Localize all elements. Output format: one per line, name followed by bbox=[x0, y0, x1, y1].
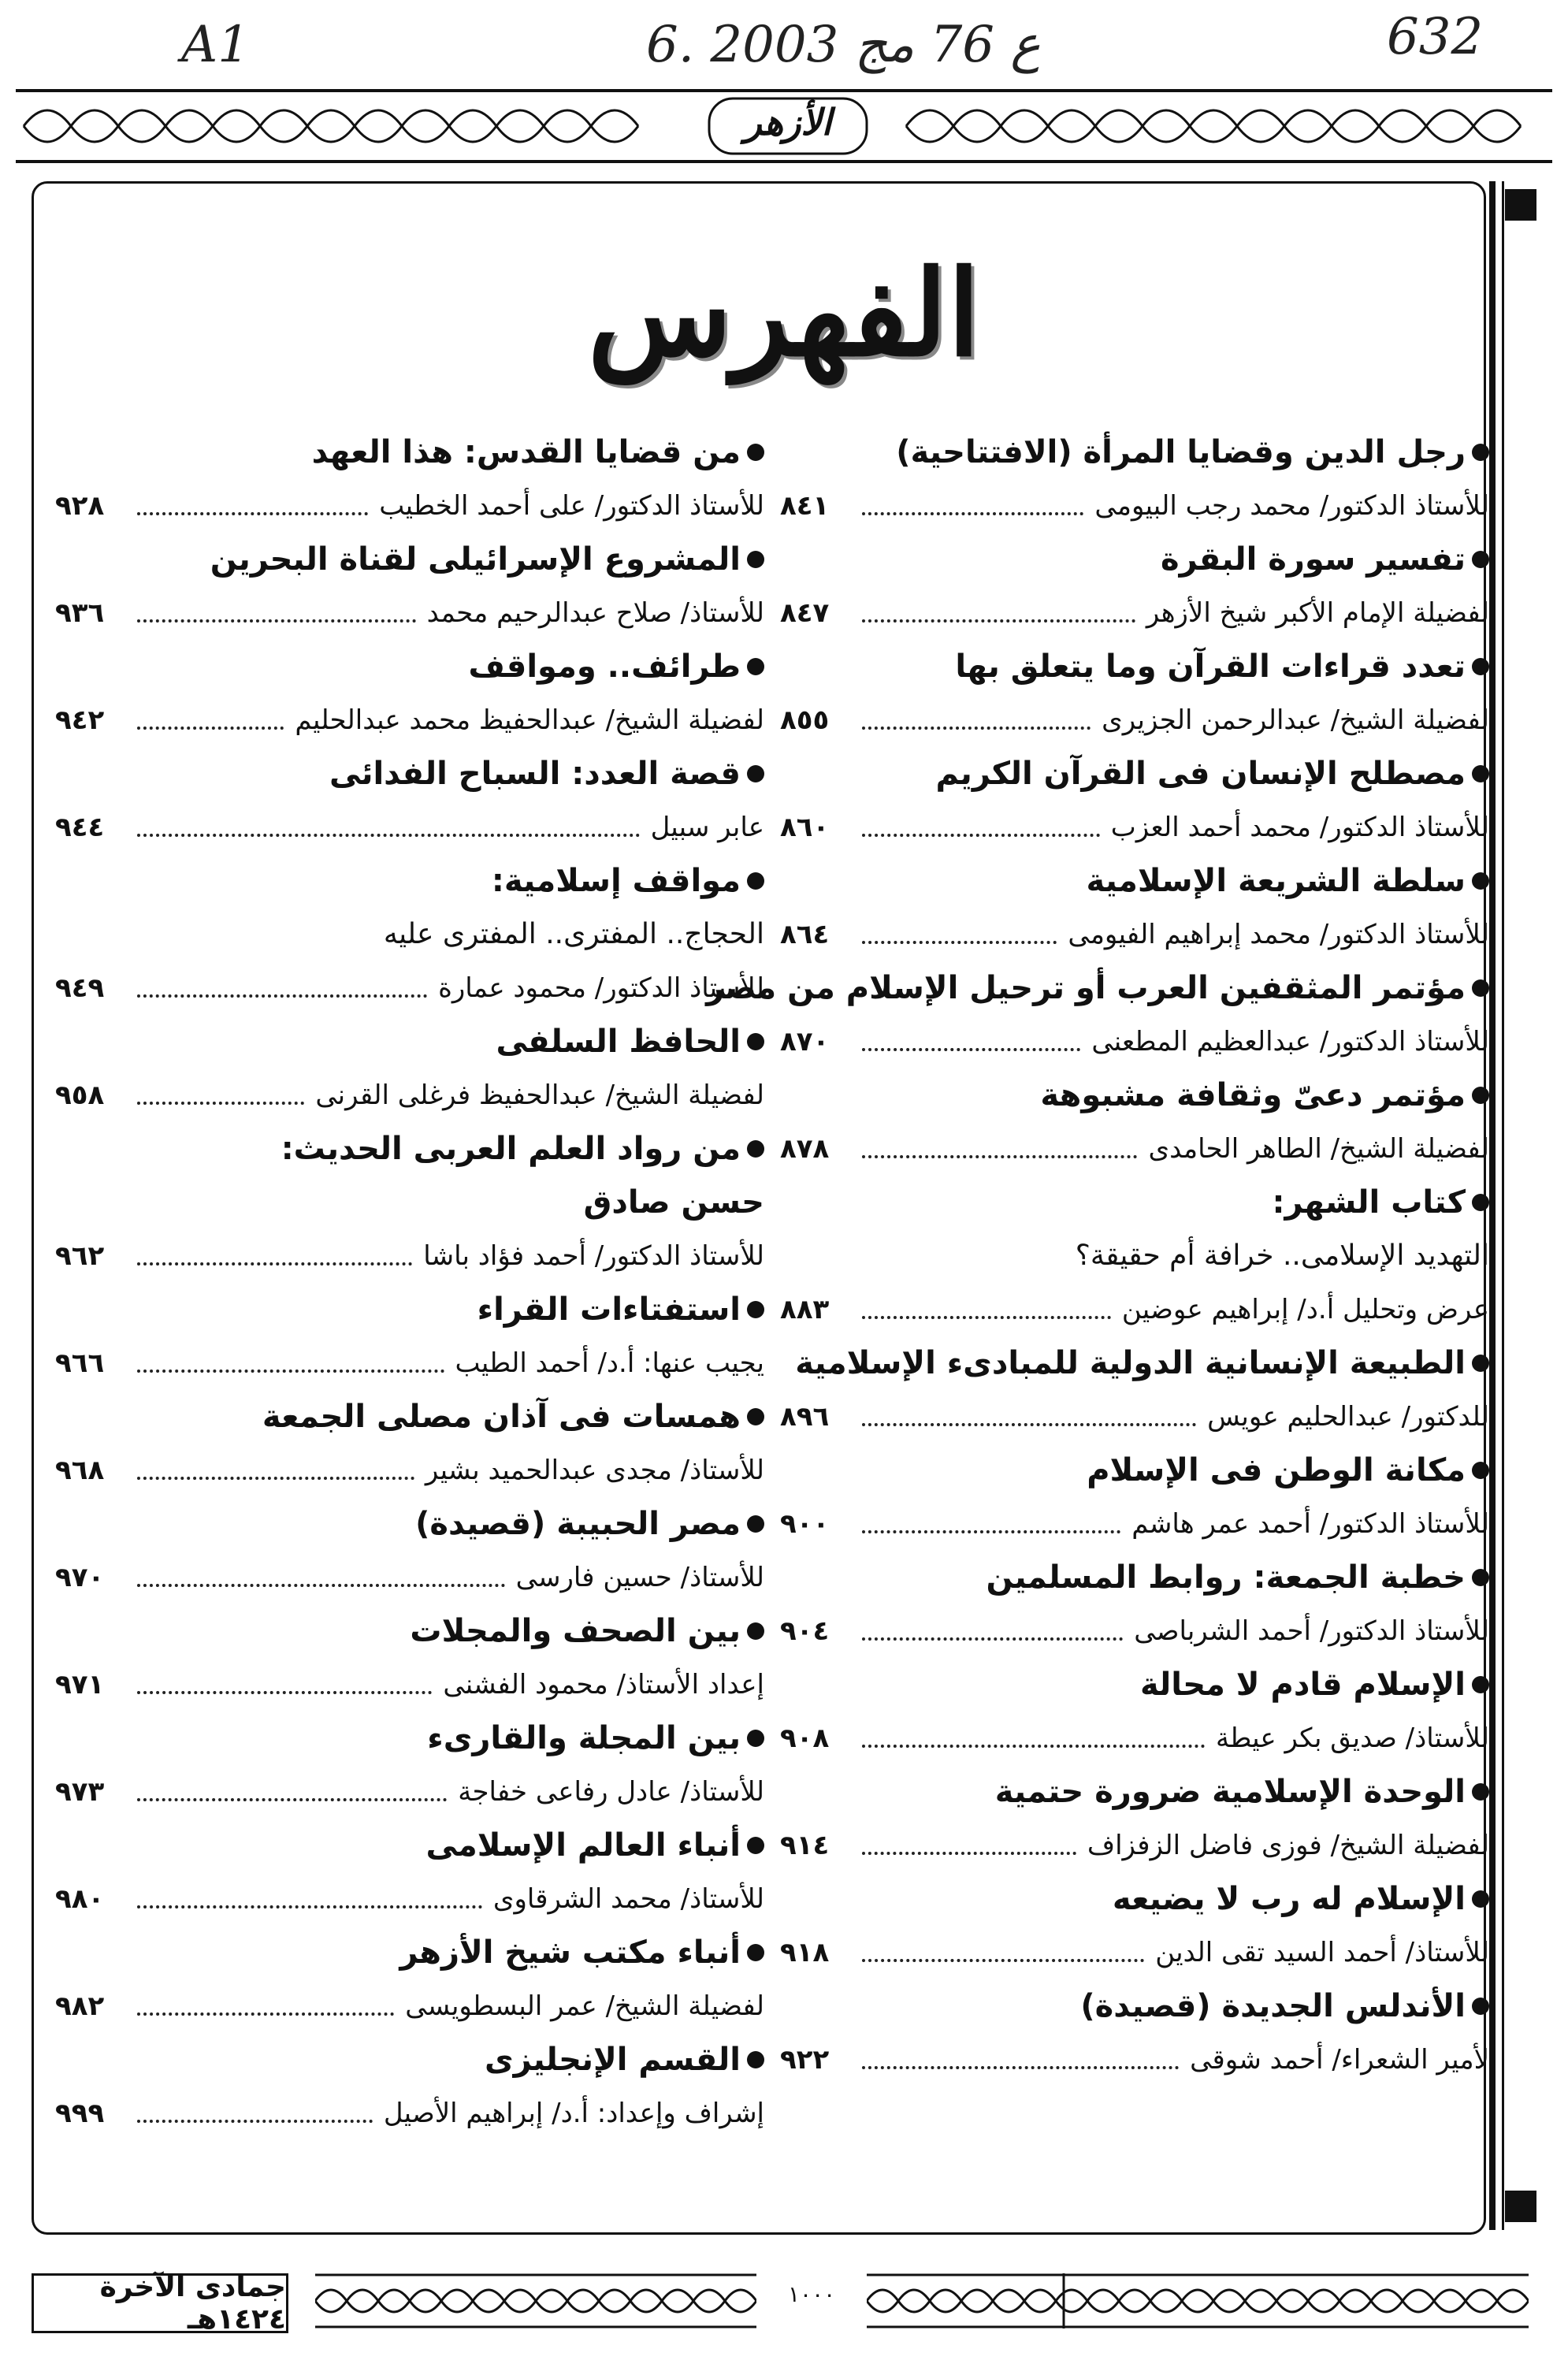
bullet-icon bbox=[747, 1408, 764, 1425]
toc-entry-page: ٩٢٨ bbox=[55, 490, 105, 522]
toc-entry bbox=[55, 747, 764, 854]
toc-entry-title-row bbox=[780, 1551, 1489, 1604]
bullet-icon bbox=[747, 658, 764, 675]
toc-entry-title: سلطة الشريعة الإسلامية bbox=[1086, 863, 1466, 899]
bullet-icon bbox=[1472, 1462, 1489, 1479]
bullet-icon bbox=[1472, 444, 1489, 461]
toc-entry-page: ٨٧٠ bbox=[780, 1026, 830, 1057]
toc-entry-title-row bbox=[780, 1176, 1489, 1229]
toc-entry-title-row bbox=[706, 961, 1489, 1015]
dot-leader bbox=[137, 1997, 394, 2016]
toc-entry-author-row bbox=[55, 1979, 764, 2033]
bullet-icon bbox=[747, 2051, 764, 2068]
handwritten-note-right: 632 bbox=[1387, 8, 1484, 66]
toc-entry-author-row bbox=[55, 1551, 764, 1604]
toc-entry bbox=[55, 640, 764, 747]
toc-entry bbox=[55, 1122, 764, 1283]
toc-entry-title: المشروع الإسرائيلى لقناة البحرين bbox=[210, 541, 741, 578]
toc-entry-page: ٩٩٩ bbox=[55, 2098, 105, 2129]
toc-entry-page: ٩٢٢ bbox=[780, 2044, 830, 2076]
dot-leader bbox=[137, 1461, 414, 1480]
toc-entry-author: إشراف وإعداد: أ.د/ إبراهيم الأصيل bbox=[383, 2098, 764, 2129]
toc-entry-title: القسم الإنجليزى bbox=[484, 2042, 741, 2078]
bullet-icon bbox=[1472, 1194, 1489, 1211]
toc-entry-title-row bbox=[780, 1336, 1489, 1390]
toc-entry-title: بين الصحف والمجلات bbox=[410, 1613, 741, 1649]
toc-entry-page: ٩٧٠ bbox=[55, 1562, 105, 1593]
toc-entry-page: ٩٥٨ bbox=[55, 1080, 105, 1111]
footer bbox=[32, 2265, 1529, 2336]
toc-entry-author-row bbox=[780, 693, 1489, 747]
toc-entry bbox=[780, 1336, 1489, 1444]
toc-entry-author-row bbox=[55, 1444, 764, 1497]
toc-entry-author-row bbox=[780, 1122, 1489, 1176]
toc-entry-author-row bbox=[780, 1604, 1489, 1658]
toc-entry-page: ٩١٤ bbox=[780, 1830, 830, 1861]
toc-entry-title: بين المجلة والقارىء bbox=[427, 1720, 741, 1756]
bullet-icon bbox=[1472, 1998, 1489, 2015]
toc-entry-title-row bbox=[55, 1122, 764, 1176]
toc-entry-author-row bbox=[55, 801, 764, 854]
toc-entry-author-row bbox=[55, 2087, 764, 2140]
toc-entry-author: للأستاذ الدكتور/ محمد إبراهيم الفيومى bbox=[1068, 919, 1489, 950]
toc-entry-page: ٩٧٣ bbox=[55, 1776, 105, 1808]
toc-entry bbox=[55, 1604, 764, 1711]
toc-entry-title-row bbox=[780, 1872, 1489, 1926]
toc-entry-author-row bbox=[780, 586, 1489, 640]
toc-entry bbox=[780, 854, 1489, 961]
toc-entry-page: ٩٦٨ bbox=[55, 1455, 105, 1486]
toc-entry-author: لفضيلة الشيخ/ فوزى فاضل الزفزاف bbox=[1087, 1830, 1489, 1861]
toc-entry-title: الإسلام قادم لا محالة bbox=[1139, 1667, 1466, 1703]
toc-entry-title: رجل الدين وقضايا المرأة (الافتتاحية) bbox=[896, 434, 1466, 470]
toc-entry-title: تعدد قراءات القرآن وما يتعلق بها bbox=[955, 649, 1466, 685]
toc-entry-page: ٩٠٤ bbox=[780, 1615, 830, 1647]
toc-entry-title-row bbox=[55, 1604, 764, 1658]
toc-entry-title: الوحدة الإسلامية ضرورة حتمية bbox=[994, 1774, 1466, 1810]
toc-entry bbox=[780, 640, 1489, 747]
toc-entry-title: الطبيعة الإنسانية الدولية للمبادىء الإسلامية bbox=[795, 1345, 1466, 1381]
page-number: ١٠٠٠ bbox=[788, 2281, 836, 2307]
toc-entry-subtitle: الحجاج.. المفترى.. المفترى عليه bbox=[383, 918, 764, 950]
toc-entry-author-row bbox=[780, 801, 1489, 854]
toc-entry-subtitle: التهديد الإسلامى.. خرافة أم حقيقة؟ bbox=[1075, 1239, 1489, 1272]
toc-entry-title: أنباء العالم الإسلامى bbox=[425, 1827, 741, 1864]
footer-ornament-left bbox=[315, 2273, 756, 2328]
dot-leader bbox=[862, 604, 1135, 623]
dot-leader bbox=[137, 604, 416, 623]
toc-entry bbox=[780, 747, 1489, 854]
toc-entry-author-row bbox=[55, 961, 764, 1015]
toc-entry bbox=[55, 1819, 764, 1926]
toc-entry-title-row bbox=[780, 426, 1489, 479]
toc-entry-page: ٩٨٢ bbox=[55, 1990, 105, 2022]
dot-leader bbox=[862, 1139, 1137, 1158]
bullet-icon bbox=[747, 1730, 764, 1747]
dot-leader bbox=[137, 1247, 412, 1265]
toc-entry-title-row bbox=[55, 1390, 764, 1444]
toc-entry-author: للأستاذ/ عادل رفاعى خفاجة bbox=[458, 1776, 764, 1808]
toc-entry-author-row bbox=[55, 1765, 764, 1819]
toc-entry-title-row bbox=[55, 1711, 764, 1765]
toc-entry-author: للأستاذ الدكتور/ محمد رجب البيومى bbox=[1094, 490, 1489, 522]
toc-entry-author: للأستاذ الدكتور/ عبدالعظيم المطعنى bbox=[1091, 1026, 1489, 1057]
bullet-icon bbox=[1472, 1676, 1489, 1693]
bullet-icon bbox=[747, 1622, 764, 1640]
bullet-icon bbox=[1472, 1890, 1489, 1908]
toc-entry-title-row bbox=[55, 1497, 764, 1551]
toc-entry-author: للأستاذ الدكتور/ محمود عمارة bbox=[438, 972, 764, 1004]
toc-entry bbox=[780, 533, 1489, 640]
toc-entry-title: كتاب الشهر: bbox=[1272, 1184, 1466, 1221]
toc-entry-page: ٩٤٩ bbox=[55, 972, 105, 1004]
toc-entry-author: للأستاذ الدكتور/ أحمد فؤاد باشا bbox=[423, 1240, 764, 1272]
toc-entry-title: مؤتمر المثقفين العرب أو ترحيل الإسلام من مصر bbox=[706, 970, 1466, 1006]
bullet-icon bbox=[747, 444, 764, 461]
toc-entry-page: ٨٧٨ bbox=[780, 1133, 830, 1165]
toc-entry-author: للدكتور/ عبدالحليم عويس bbox=[1207, 1401, 1489, 1433]
dot-leader bbox=[137, 1890, 482, 1908]
bullet-icon bbox=[747, 1140, 764, 1158]
toc-entry-author: عرض وتحليل أ.د/ إبراهيم عوضين bbox=[1121, 1294, 1489, 1325]
bullet-icon bbox=[1472, 1783, 1489, 1801]
toc-entry-page: ٩٦٦ bbox=[55, 1347, 105, 1379]
toc-entry-page: ٩٠٨ bbox=[780, 1723, 830, 1754]
toc-entry bbox=[55, 1497, 764, 1604]
toc-entry-author: للأستاذ/ مجدى عبدالحميد بشير bbox=[425, 1455, 764, 1486]
dot-leader bbox=[862, 1729, 1205, 1748]
toc-entry-title-row bbox=[55, 1819, 764, 1872]
bullet-icon bbox=[1472, 1087, 1489, 1104]
toc-entry-page: ٩٤٢ bbox=[55, 704, 105, 736]
toc-entry-title: همسات فى آذان مصلى الجمعة bbox=[262, 1399, 741, 1435]
toc-entry-page: ٩٤٤ bbox=[55, 812, 105, 843]
toc-entry-author: لفضيلة الشيخ/ عبدالرحمن الجزيرى bbox=[1102, 704, 1489, 736]
toc-entry-author-row bbox=[55, 586, 764, 640]
toc-entry-title: مواقف إسلامية: bbox=[491, 863, 741, 899]
toc-entry-title-row bbox=[55, 1015, 764, 1069]
issue-date: جمادى الآخرة ١٤٢٤هـ bbox=[32, 2273, 288, 2333]
page-title: الفهرس bbox=[587, 244, 981, 383]
toc-entry-page: ٨٤٧ bbox=[780, 597, 830, 629]
toc-entry-author-row bbox=[780, 1015, 1489, 1069]
toc-entry-title-row bbox=[780, 1069, 1489, 1122]
toc-entry-title: الإسلام له رب لا يضيعه bbox=[1112, 1881, 1466, 1917]
dot-leader bbox=[862, 496, 1083, 515]
toc-entry-title: مكانة الوطن فى الإسلام bbox=[1087, 1452, 1466, 1488]
toc-entry-author: يجيب عنها: أ.د/ أحمد الطيب bbox=[455, 1347, 764, 1379]
toc-entry-title: الحافظ السلفى bbox=[496, 1024, 741, 1060]
toc-entry-title: من قضايا القدس: هذا العهد bbox=[311, 434, 741, 470]
toc-entry-title-row bbox=[55, 747, 764, 801]
toc-entry-author: للأستاذ الدكتور/ محمد أحمد العزب bbox=[1110, 812, 1489, 843]
toc-entry-page: ٨٦٤ bbox=[780, 919, 830, 950]
toc-entry-author: لفضيلة الشيخ/ الطاهر الحامدى bbox=[1148, 1133, 1489, 1165]
toc-entry-title: أنباء مكتب شيخ الأزهر bbox=[399, 1934, 741, 1971]
toc-entry-page: ٨٩٦ bbox=[780, 1401, 830, 1433]
toc-entry-author: للأستاذ/ صلاح عبدالرحيم محمد bbox=[426, 597, 764, 629]
toc-entry bbox=[55, 2033, 764, 2140]
toc-entry-author-row bbox=[780, 1390, 1489, 1444]
toc-entry bbox=[780, 1069, 1489, 1176]
toc-entry-title: مصر الحبيبة (قصيدة) bbox=[415, 1506, 741, 1542]
dot-leader bbox=[862, 1300, 1111, 1319]
dot-leader bbox=[137, 1675, 432, 1694]
toc-entry-author-row bbox=[780, 479, 1489, 533]
toc-entry bbox=[780, 1176, 1489, 1336]
toc-entry-author: للأستاذ/ حسين فارسى bbox=[515, 1562, 764, 1593]
dot-leader bbox=[137, 1354, 444, 1373]
toc-entry-title: مصطلح الإنسان فى القرآن الكريم bbox=[935, 756, 1466, 792]
toc-entry-title-row bbox=[780, 747, 1489, 801]
dot-leader bbox=[137, 2104, 373, 2123]
bullet-icon bbox=[1472, 1355, 1489, 1372]
toc-entry bbox=[706, 961, 1489, 1069]
toc-entry-page: ٩٣٦ bbox=[55, 597, 105, 629]
toc-entry bbox=[780, 1551, 1489, 1658]
toc-entry-title: خطبة الجمعة: روابط المسلمين bbox=[986, 1559, 1466, 1596]
toc-entry-title-row bbox=[780, 1444, 1489, 1497]
dot-leader bbox=[137, 711, 284, 730]
bullet-icon bbox=[1472, 1569, 1489, 1586]
toc-entry-author: لأمير الشعراء/ أحمد شوقى bbox=[1190, 2044, 1489, 2076]
toc-entry-title: مؤتمر دعىّ وثقافة مشبوهة bbox=[1040, 1077, 1466, 1113]
toc-entry-page: ٨٦٠ bbox=[780, 812, 830, 843]
toc-entry-title: تفسير سورة البقرة bbox=[1161, 541, 1466, 578]
toc-entry bbox=[780, 1979, 1489, 2087]
dot-leader bbox=[862, 1514, 1120, 1533]
toc-entry-page: ٩١٨ bbox=[780, 1937, 830, 1968]
bullet-icon bbox=[747, 551, 764, 568]
bullet-icon bbox=[747, 872, 764, 890]
toc-entry-author: لفضيلة الشيخ/ عمر البسطويسى bbox=[405, 1990, 764, 2022]
toc-entry-author-row bbox=[55, 1069, 764, 1122]
footer-ornament-right bbox=[867, 2273, 1529, 2328]
bullet-icon bbox=[1472, 979, 1489, 997]
dot-leader bbox=[862, 2050, 1179, 2069]
toc-entry bbox=[780, 1765, 1489, 1872]
frame-ornament-right bbox=[1481, 181, 1544, 2230]
toc-entry bbox=[55, 1711, 764, 1819]
toc-entry bbox=[780, 1444, 1489, 1551]
toc-entry-author-row bbox=[780, 1497, 1489, 1551]
toc-entry-title-row bbox=[780, 854, 1489, 908]
toc-entry-title-row bbox=[55, 1926, 764, 1979]
toc-entry-author: للأستاذ الدكتور/ على أحمد الخطيب bbox=[379, 490, 764, 522]
bullet-icon bbox=[747, 1033, 764, 1050]
toc-entry-title-row bbox=[780, 1979, 1489, 2033]
masthead-logo: الأزهر bbox=[744, 101, 832, 143]
toc-entry-title-row bbox=[780, 640, 1489, 693]
toc-entry-author: للأستاذ/ صديق بكر عيطة bbox=[1216, 1723, 1489, 1754]
dot-leader bbox=[862, 925, 1057, 944]
toc-entry-page: ٩٧١ bbox=[55, 1669, 105, 1700]
toc-entry-page: ٨٤١ bbox=[780, 490, 830, 522]
toc-entry bbox=[55, 533, 764, 640]
dot-leader bbox=[862, 1836, 1076, 1855]
dot-leader bbox=[862, 1407, 1196, 1426]
toc-entry-author: لفضيلة الشيخ/ عبدالحفيظ محمد عبدالحليم bbox=[295, 704, 764, 736]
toc-entry-author: للأستاذ الدكتور/ أحمد الشرباصى bbox=[1134, 1615, 1489, 1647]
toc-entry-author: لفضيلة الشيخ/ عبدالحفيظ فرغلى القرنى bbox=[315, 1080, 764, 1111]
toc-entry-page: ٨٥٥ bbox=[780, 704, 830, 736]
toc-entry-title-row bbox=[55, 2033, 764, 2087]
toc-entry-title-row bbox=[780, 1765, 1489, 1819]
toc-entry-author: لفضيلة الإمام الأكبر شيخ الأزهر bbox=[1146, 597, 1489, 629]
toc-entry-author-row bbox=[780, 1283, 1489, 1336]
dot-leader bbox=[137, 1568, 505, 1587]
bullet-icon bbox=[747, 765, 764, 782]
toc-entry-author-row bbox=[55, 1658, 764, 1711]
toc-entry-title: استفتاءات القراء bbox=[477, 1291, 741, 1328]
toc-entry-title-row bbox=[780, 1658, 1489, 1711]
toc-entry-title-row bbox=[55, 1283, 764, 1336]
toc-entry bbox=[780, 1872, 1489, 1979]
toc-entry-author: للأستاذ/ أحمد السيد تقى الدين bbox=[1155, 1937, 1489, 1968]
dot-leader bbox=[862, 1622, 1123, 1641]
toc-entry-author-row bbox=[55, 693, 764, 747]
toc-entry-author-row bbox=[55, 1229, 764, 1283]
toc-entry-author-row bbox=[780, 908, 1489, 961]
toc-entry-page: ٩٨٠ bbox=[55, 1883, 105, 1915]
toc-entry-title-row bbox=[55, 533, 764, 586]
toc-entry-author: عابر سبيل bbox=[650, 812, 764, 843]
toc-entry-title-row bbox=[55, 640, 764, 693]
toc-entry-author: إعداد الأستاذ/ محمود الفشنى bbox=[443, 1669, 764, 1700]
dot-leader bbox=[862, 818, 1100, 837]
bullet-icon bbox=[1472, 658, 1489, 675]
toc-entry bbox=[55, 1390, 764, 1497]
dot-leader bbox=[137, 496, 368, 515]
toc-entry-author-row bbox=[780, 2033, 1489, 2087]
toc-entry-page: ٩٠٠ bbox=[780, 1508, 830, 1540]
toc-entry-author-row bbox=[55, 479, 764, 533]
bullet-icon bbox=[747, 1944, 764, 1961]
toc-entry-author: للأستاذ/ محمد الشرقاوى bbox=[492, 1883, 764, 1915]
dot-leader bbox=[862, 1943, 1144, 1962]
toc-entry-title: من رواد العلم العربى الحديث: bbox=[281, 1131, 741, 1167]
toc-left-column bbox=[55, 426, 764, 2140]
bullet-icon bbox=[1472, 765, 1489, 782]
dot-leader bbox=[862, 1032, 1080, 1051]
toc-entry-author: للأستاذ الدكتور/ أحمد عمر هاشم bbox=[1131, 1508, 1489, 1540]
toc-entry-title-row bbox=[55, 426, 764, 479]
toc-entry-author-row bbox=[780, 1711, 1489, 1765]
toc-entry-title-row bbox=[55, 854, 764, 908]
dot-leader bbox=[137, 1086, 304, 1105]
bullet-icon bbox=[747, 1301, 764, 1318]
bullet-icon bbox=[747, 1515, 764, 1533]
toc-entry bbox=[780, 1658, 1489, 1765]
toc-entry bbox=[55, 1926, 764, 2033]
toc-entry bbox=[55, 1015, 764, 1122]
toc-entry-title: الأندلس الجديدة (قصيدة) bbox=[1080, 1988, 1466, 2024]
toc-entry-page: ٨٨٣ bbox=[780, 1294, 830, 1325]
dot-leader bbox=[862, 711, 1091, 730]
dot-leader bbox=[137, 1782, 447, 1801]
bullet-icon bbox=[1472, 872, 1489, 890]
handwritten-note-left: A1 bbox=[181, 16, 250, 74]
bullet-icon bbox=[747, 1837, 764, 1854]
toc-entry bbox=[55, 1283, 764, 1390]
toc-entry bbox=[780, 426, 1489, 533]
dot-leader bbox=[137, 979, 427, 998]
toc-entry-title-row bbox=[780, 533, 1489, 586]
toc-entry bbox=[55, 854, 764, 1015]
handwritten-note-middle: 6. ع 76 مج 2003 bbox=[646, 16, 1041, 74]
toc-entry-subtitle: حسن صادق bbox=[583, 1184, 764, 1221]
toc-entry-author-row bbox=[55, 1336, 764, 1390]
bullet-icon bbox=[1472, 551, 1489, 568]
toc-entry-author-row bbox=[780, 1926, 1489, 1979]
toc-entry bbox=[55, 426, 764, 533]
toc-entry-page: ٩٦٢ bbox=[55, 1240, 105, 1272]
toc-entry-author-row bbox=[55, 1872, 764, 1926]
toc-entry-title: قصة العدد: السباح الفدائى bbox=[329, 756, 741, 792]
dot-leader bbox=[137, 818, 640, 837]
toc-entry-author-row bbox=[780, 1819, 1489, 1872]
toc-entry-title: طرائف.. ومواقف bbox=[468, 649, 741, 685]
